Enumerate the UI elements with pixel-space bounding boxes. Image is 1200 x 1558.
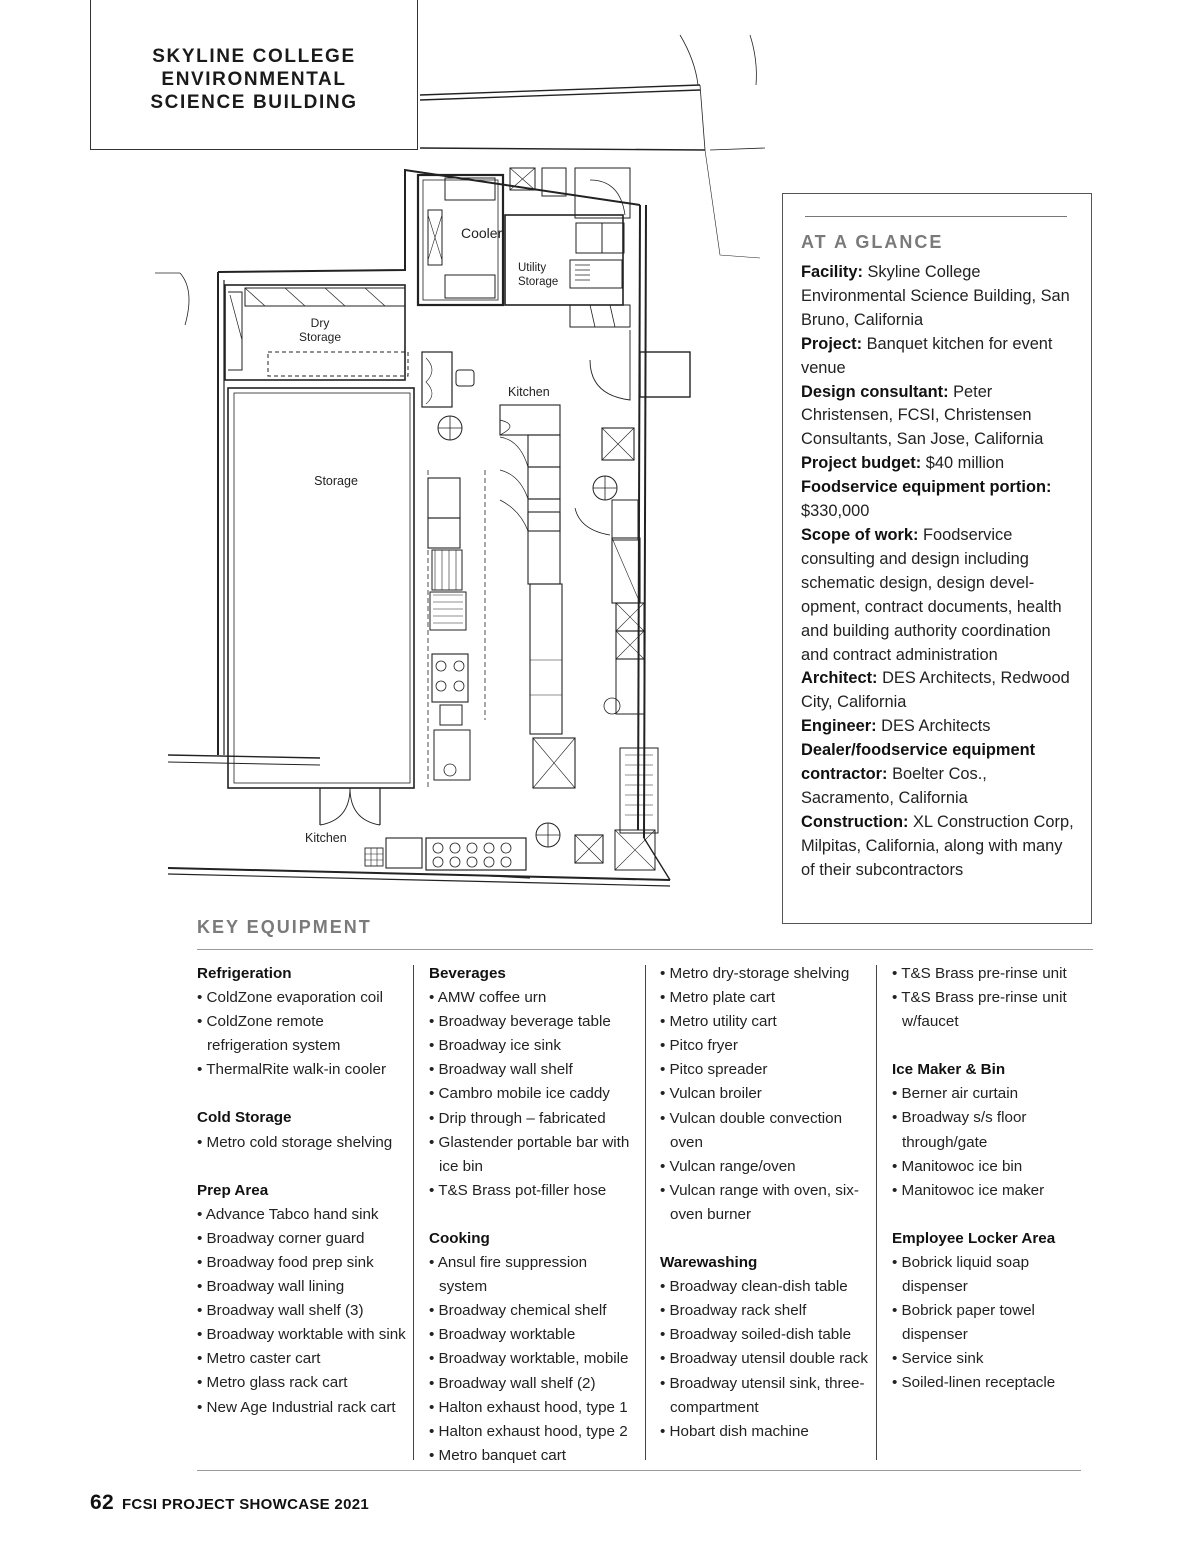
project-label: Project: [801,334,863,353]
list-item: • Broadway worktable [429,1326,576,1344]
list-item: • ColdZone evaporation coil [197,989,383,1007]
list-item: • Vulcan double convection oven [660,1109,843,1151]
list-item: • Vulcan broiler [660,1085,762,1103]
list-item: • Soiled-linen receptacle [892,1374,1056,1392]
glance-body [801,261,1079,883]
list-item: • Ansul fire suppression system [429,1254,588,1296]
list-item: • Broadway wall shelf (3) [197,1302,364,1320]
list-item: • T&S Brass pot-filler hose [429,1181,607,1199]
list-item: • Broadway rack shelf [660,1302,807,1320]
dealer-label: Dealer/foodservice equipment contractor: [801,741,1036,784]
list-item: • T&S Brass pre-rinse unit w/faucet [892,989,1067,1031]
list-item: • Broadway utensil sink, three-compartment [660,1374,865,1416]
section-warewashing: Warewashing [660,1254,758,1272]
plan-label-utility-storage: Storage [518,276,559,288]
list-item: • ColdZone remote refrigeration system [197,1013,341,1055]
consultant-label: Design consultant: [801,382,949,401]
list-item: • Broadway s/s floor through/gate [892,1109,1027,1151]
list-employee-locker [892,1251,1092,1396]
list-cooking [429,1251,639,1468]
scope-value: Foodservice consulting and design including schematic design, design devel-opment, contract documents, health and building authority coordination and contract administration [801,525,1062,664]
list-item: • Bobrick liquid soap dispenser [892,1253,1030,1296]
plan-label-storage: Storage [314,474,358,488]
list-item: • Broadway chemical shelf [429,1302,607,1320]
engineer-value: DES Architects [881,717,991,736]
plan-label-kitchen-bottom: Kitchen [305,831,347,845]
list-item: • Broadway worktable with sink [197,1326,406,1344]
list-item: • Halton exhaust hood, type 2 [429,1422,628,1440]
list-item: • Service sink [892,1350,984,1368]
budget-label: Project budget: [801,454,922,473]
column-divider [645,965,646,1460]
list-item: • Manitowoc ice maker [892,1181,1045,1199]
section-employee-locker: Employee Locker Area [892,1229,1056,1247]
list-item: • Bobrick paper towel dispenser [892,1302,1035,1344]
equipment-column-3 [660,962,870,1444]
page-footer [90,1491,369,1515]
construction-label: Construction: [801,812,909,831]
floor-plan [150,30,770,890]
list-item: • Vulcan range/oven [660,1157,796,1175]
list-item: • Broadway wall shelf (2) [429,1374,596,1392]
project-value: Banquet kitchen for event venue [801,334,1053,377]
equipment-column-1 [197,962,407,1420]
equipment-column-4 [892,962,1092,1396]
scope-label: Scope of work: [801,525,919,544]
list-item: • Cambro mobile ice caddy [429,1085,610,1103]
glance-top-rule [805,216,1067,217]
consultant-value: Peter Christensen, FCSI, Christensen Consultants, San Jose, California [801,382,1044,449]
list-item: • Broadway clean-dish table [660,1278,848,1296]
plan-label-cooler: Cooler [461,225,503,241]
fs-portion-value: $330,000 [801,502,870,521]
list-item: • Metro dry-storage shelving [660,965,850,982]
list-cold-storage [197,1131,407,1155]
list-item: • Broadway ice sink [429,1037,561,1055]
list-item: • Vulcan range with oven, six-oven burner [660,1181,859,1223]
key-equipment-top-rule [197,949,1093,950]
section-beverages: Beverages [429,965,506,982]
list-beverages [429,986,639,1203]
list-item: • Halton exhaust hood, type 1 [429,1398,628,1416]
facility-label: Facility: [801,263,863,281]
plan-label-dry-storage: Storage [298,330,342,344]
budget-value: $40 million [925,454,1005,473]
list-item: • AMW coffee urn [429,989,547,1007]
facility-value: Skyline College Environmental Science Building, San Bruno, California [801,263,1070,329]
architect-label: Architect: [801,669,878,688]
list-item: • ThermalRite walk-in cooler [197,1061,387,1079]
section-prep-area: Prep Area [197,1181,269,1199]
list-item: • Metro glass rack cart [197,1374,348,1392]
list-ice-maker [892,1082,1092,1202]
list-item: • Broadway utensil double rack [660,1350,868,1368]
list-refrigeration [197,986,407,1082]
list-item: • Broadway food prep sink [197,1253,374,1271]
engineer-label: Engineer: [801,717,877,736]
list-item: • Pitco fryer [660,1037,738,1055]
list-item: • Manitowoc ice bin [892,1157,1023,1175]
list-item: • Metro plate cart [660,989,776,1007]
section-refrigeration: Refrigeration [197,965,292,982]
list-item: • Metro cold storage shelving [197,1133,393,1151]
list-prep-area [197,1203,407,1420]
list-item: • Broadway corner guard [197,1229,365,1247]
list-item: • Berner air curtain [892,1085,1019,1103]
title-line-2: ENVIRONMENTAL [161,69,347,90]
plan-label-utility: Utility [518,262,547,274]
list-item: • Broadway soiled-dish table [660,1326,852,1344]
list-item: • Advance Tabco hand sink [197,1205,379,1223]
list-item: • New Age Industrial rack cart [197,1398,396,1416]
key-equipment-bottom-rule [197,1470,1081,1471]
section-cold-storage: Cold Storage [197,1109,292,1127]
floor-plan-drawing [150,30,770,890]
dealer-value: Boelter Cos., Sacramento, California [801,765,987,807]
list-item: • Drip through – fabricated [429,1109,606,1127]
title-line-1: SKYLINE COLLEGE [152,46,356,67]
construction-value: XL Construction Corp, Milpitas, California, along with many of their subcontractors [801,812,1074,879]
list-item: • Metro banquet cart [429,1446,567,1464]
section-ice-maker: Ice Maker & Bin [892,1061,1006,1079]
section-cooking: Cooking [429,1229,490,1247]
column-divider [413,965,414,1460]
list-item: • Metro caster cart [197,1350,321,1368]
list-item: • Metro utility cart [660,1013,777,1031]
list-item: • Broadway beverage table [429,1013,611,1031]
page-number: 62 [90,1491,114,1514]
list-warewashing-continued [892,962,1092,1034]
title-line-3: SCIENCE BUILDING [150,92,358,113]
list-warewashing [660,1275,870,1444]
list-item: • Broadway wall lining [197,1278,345,1296]
list-cooking-continued [660,962,870,1227]
glance-heading: AT A GLANCE [801,232,944,252]
list-item: • Pitco spreader [660,1061,768,1079]
column-divider [876,965,877,1460]
list-item: • Broadway worktable, mobile [429,1350,629,1368]
fs-portion-label: Foodservice equipment portion: [801,478,1052,497]
list-item: • Broadway wall shelf [429,1061,573,1079]
plan-label-dry: Dry [310,316,330,330]
publication-name: FCSI PROJECT SHOWCASE 2021 [121,1496,369,1513]
list-item: • Glastender portable bar with ice bin [429,1133,630,1175]
list-item: • T&S Brass pre-rinse unit [892,965,1067,982]
equipment-column-2 [429,962,639,1468]
key-equipment-heading: KEY EQUIPMENT [197,917,372,937]
at-a-glance-panel [782,193,1092,924]
list-item: • Hobart dish machine [660,1422,809,1440]
plan-label-kitchen-top: Kitchen [508,385,550,399]
architect-value: DES Architects, Redwood City, California [801,669,1070,712]
